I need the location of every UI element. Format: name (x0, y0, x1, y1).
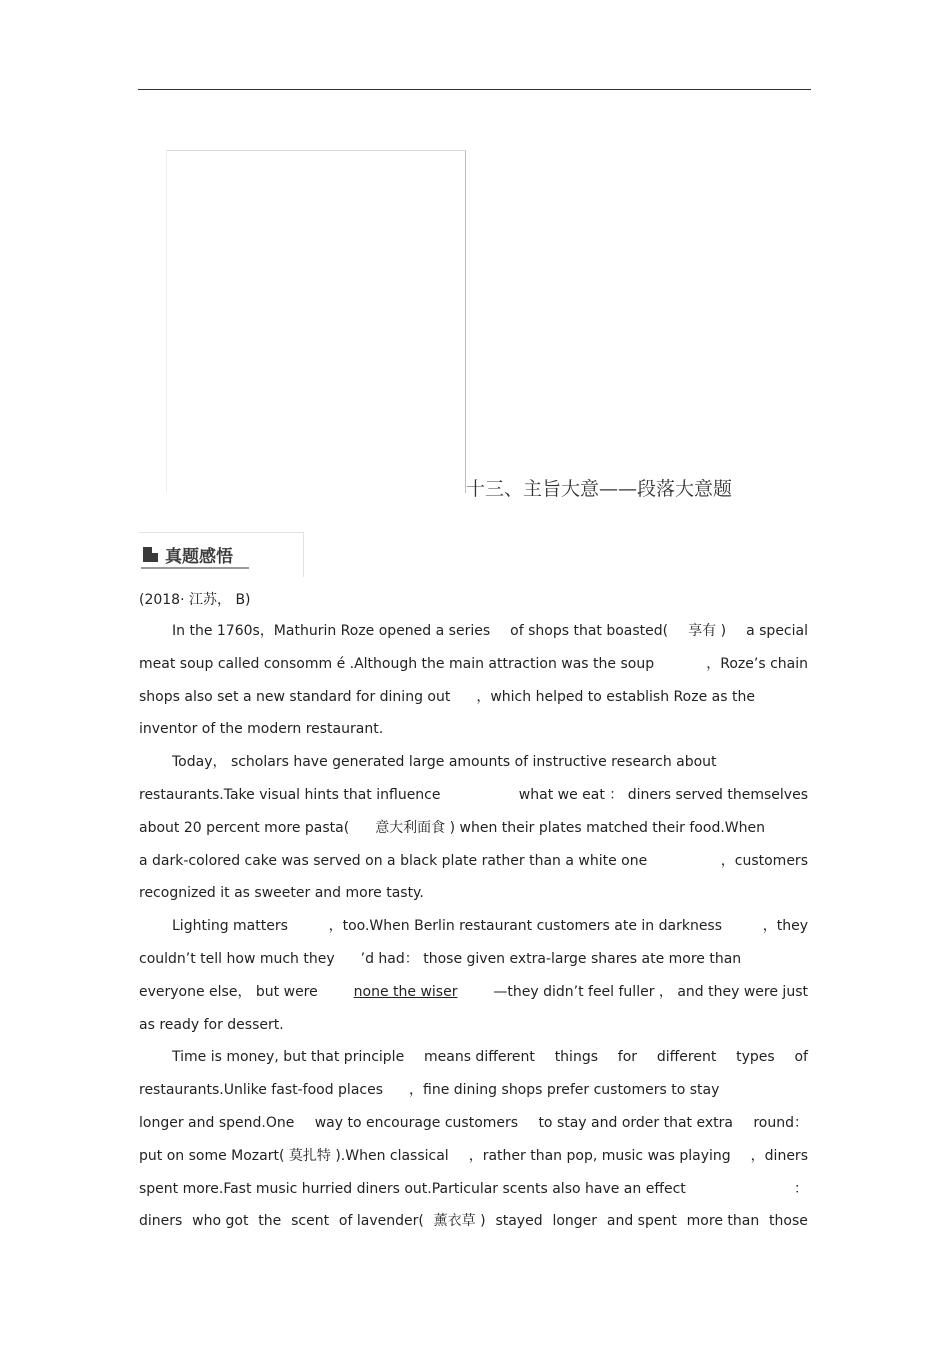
text-segment: ，too.When Berlin restaurant customers ate in darkness (328, 918, 723, 935)
text-segment: shops also set a new standard for dining out (139, 688, 451, 705)
text-segment: means different (423, 1049, 535, 1066)
text-segment: about 20 percent more pasta( (139, 819, 350, 836)
passage-line (139, 1178, 808, 1200)
text-segment: In the 1760s，Mathurin Roze opened a series (172, 623, 491, 639)
passage-line (139, 1210, 808, 1232)
passage-line (139, 1145, 808, 1167)
text-segment: longer and spend.One (139, 1115, 295, 1131)
section-heading: 十三、主旨大意——段落大意题 (466, 478, 733, 500)
text-segment: diners (139, 1213, 183, 1230)
text-segment: types (736, 1049, 775, 1066)
text-segment: who got (192, 1213, 249, 1230)
text-segment: 意大利面食 ) when their plates matched their food.When (375, 819, 765, 836)
text-segment: to stay and order that extra (538, 1115, 733, 1131)
text-segment: ，customers (720, 852, 808, 869)
text-segment: stayed (495, 1213, 543, 1230)
text-segment: of shops that boasted( (510, 623, 669, 639)
text-segment: none the wiser (353, 983, 458, 1000)
text-segment: ，fine dining shops prefer customers to stay (409, 1082, 720, 1099)
image-frame (166, 150, 466, 493)
passage-line (139, 882, 808, 904)
source-citation: (2018· 江苏， B) (139, 592, 251, 608)
text-segment: put on some Mozart( 莫扎特 ).When classical (139, 1147, 449, 1164)
text-segment: ’d had： those given extra-large shares ate more than (360, 951, 742, 967)
passage-line (139, 718, 808, 740)
text-segment: spent more.Fast music hurried diners out.Particular scents also have an effect (139, 1180, 686, 1197)
text-segment: a special (746, 623, 808, 639)
text-segment: those (769, 1213, 808, 1230)
text-segment: 享有 ) (688, 623, 727, 639)
text-segment: way to encourage customers (314, 1115, 519, 1131)
square-icon (143, 547, 158, 562)
text-segment: of lavender( (338, 1213, 424, 1230)
text-segment: the (258, 1213, 282, 1230)
text-segment: recognized it as sweeter and more tasty. (139, 885, 424, 902)
text-segment: Time is money, but that principle (172, 1049, 405, 1066)
passage-line (172, 620, 808, 642)
text-segment: more than (686, 1213, 760, 1230)
text-segment: scent (291, 1213, 330, 1230)
passage-line (172, 915, 808, 937)
text-segment: ，which helped to establish Roze as the (476, 688, 755, 705)
text-segment: Lighting matters (172, 918, 288, 935)
text-segment: and spent (606, 1213, 677, 1230)
badge-underline (141, 567, 249, 569)
passage-line (139, 1112, 808, 1134)
text-segment: restaurants.Take visual hints that influence (139, 787, 441, 803)
text-segment: a dark-colored cake was served on a black plate rather than a white one (139, 852, 648, 869)
text-segment: ，diners (750, 1147, 808, 1164)
text-segment: different (656, 1049, 717, 1066)
text-segment: longer (552, 1213, 598, 1230)
badge-label: 真题感悟 (165, 547, 233, 567)
passage-line (139, 784, 808, 806)
passage-line (139, 850, 808, 872)
text-segment: —they didn’t feel fuller ， and they were just (493, 983, 808, 1000)
text-segment: restaurants.Unlike fast-food places (139, 1082, 384, 1099)
passage-line (139, 948, 808, 970)
passage-line (139, 817, 808, 839)
text-segment: inventor of the modern restaurant. (139, 721, 384, 738)
passage-line (139, 981, 808, 1003)
passage-line (139, 686, 808, 708)
section-badge (139, 532, 304, 577)
text-segment: ： (794, 1180, 808, 1197)
text-segment: of (794, 1049, 808, 1066)
text-segment: ，they (762, 918, 808, 935)
text-segment: Today， scholars have generated large amounts of instructive research about (172, 754, 717, 771)
text-segment: for (617, 1049, 638, 1066)
header-rule (138, 89, 811, 90)
text-segment: meat soup called consomm é .Although the main attraction was the soup (139, 655, 655, 672)
text-segment: as ready for dessert. (139, 1016, 284, 1033)
text-segment: everyone else， but were (139, 983, 318, 1000)
text-segment: ，rather than pop, music was playing (468, 1147, 731, 1164)
passage-line (139, 653, 808, 675)
text-segment: ，Roze’s chain (706, 655, 808, 672)
text-segment: round： (753, 1115, 808, 1131)
text-segment: what we eat ： diners served themselves (518, 787, 808, 803)
passage-line (172, 1046, 808, 1068)
text-segment: couldn’t tell how much they (139, 951, 335, 967)
text-segment: 薰衣草 ) (433, 1213, 486, 1230)
text-segment: things (554, 1049, 598, 1066)
passage-line (139, 1014, 808, 1036)
passage-line (172, 751, 808, 773)
passage-line (139, 1079, 808, 1101)
